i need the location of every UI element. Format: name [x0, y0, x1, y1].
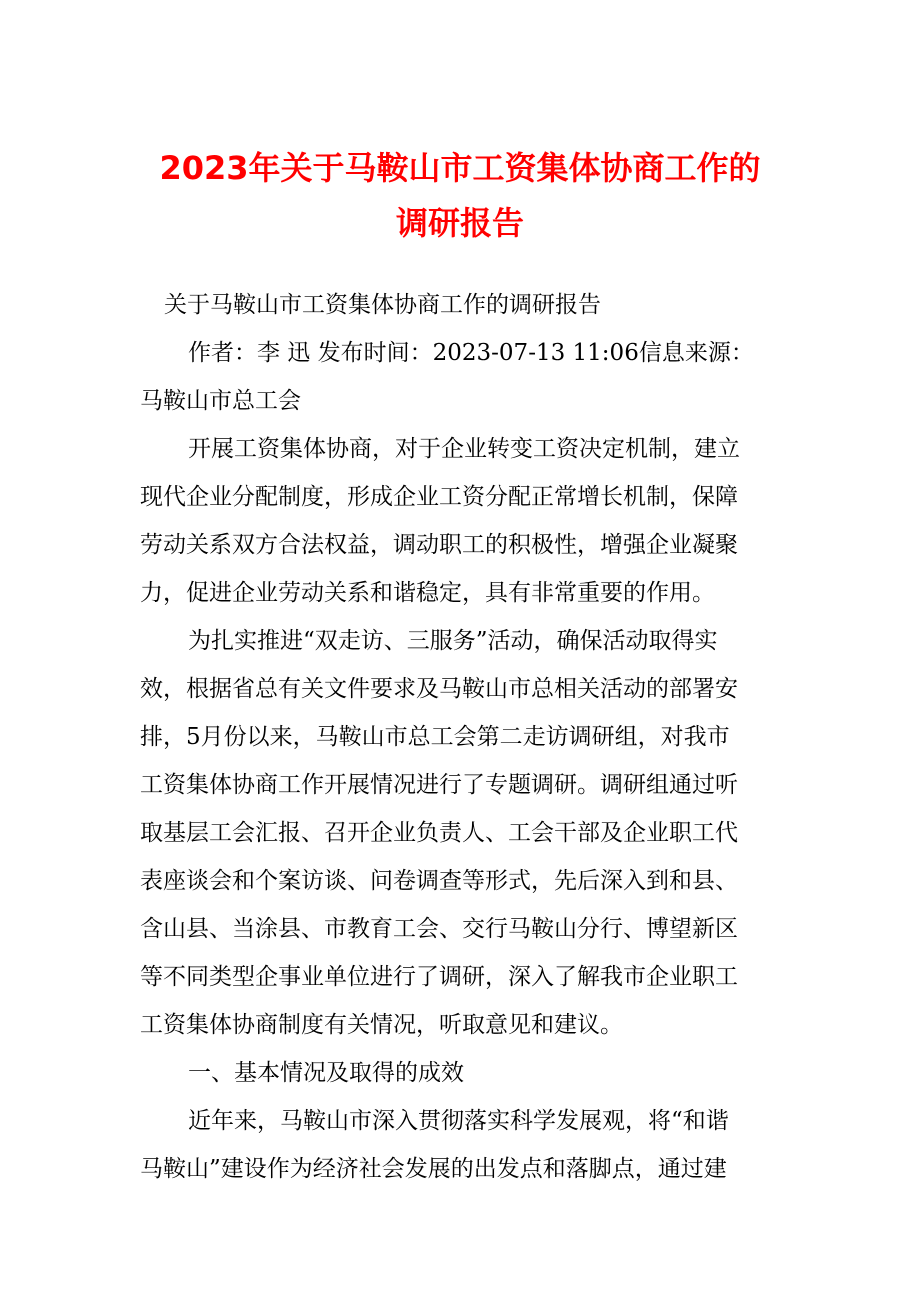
document-title-line-1: 2023年关于马鞍山市工资集体协商工作的 [159, 149, 761, 187]
document-meta-line: 作者：李 迅 发布时间：2023-07-13 11:06信息来源： [188, 340, 754, 366]
section-paragraph-line: 近年来，马鞍山市深入贯彻落实科学发展观，将“和谐 [188, 1108, 729, 1134]
paragraph-2-line: 等不同类型企事业单位进行了调研，深入了解我市企业职工 [140, 964, 738, 990]
paragraph-1-line: 现代企业分配制度，形成企业工资分配正常增长机制，保障 [140, 484, 738, 510]
document-subtitle: 关于马鞍山市工资集体协商工作的调研报告 [164, 292, 601, 318]
paragraph-2-line: 效，根据省总有关文件要求及马鞍山市总相关活动的部署安 [140, 676, 738, 702]
document-title-line-2: 调研报告 [395, 204, 524, 242]
paragraph-2-line: 工资集体协商工作开展情况进行了专题调研。调研组通过听 [140, 772, 738, 798]
paragraph-2-line: 含山县、当涂县、市教育工会、交行马鞍山分行、博望新区 [140, 916, 738, 942]
paragraph-2-line: 为扎实推进“双走访、三服务”活动，确保活动取得实 [188, 628, 718, 654]
paragraph-1-line: 力，促进企业劳动关系和谐稳定，具有非常重要的作用。 [140, 580, 715, 606]
document-meta-source: 马鞍山市总工会 [140, 388, 301, 414]
section-heading: 一、基本情况及取得的成效 [188, 1060, 464, 1086]
paragraph-1-line: 劳动关系双方合法权益，调动职工的积极性，增强企业凝聚 [140, 532, 738, 558]
paragraph-2-line: 工资集体协商制度有关情况，听取意见和建议。 [140, 1012, 623, 1038]
paragraph-2-line: 取基层工会汇报、召开企业负责人、工会干部及企业职工代 [140, 820, 738, 846]
paragraph-1-line: 开展工资集体协商，对于企业转变工资决定机制，建立 [188, 436, 740, 462]
paragraph-2-line: 排，5月份以来，马鞍山市总工会第二走访调研组，对我市 [140, 724, 730, 750]
section-paragraph-line: 马鞍山”建设作为经济社会发展的出发点和落脚点，通过建 [140, 1156, 727, 1182]
paragraph-2-line: 表座谈会和个案访谈、问卷调查等形式，先后深入到和县、 [140, 868, 738, 894]
